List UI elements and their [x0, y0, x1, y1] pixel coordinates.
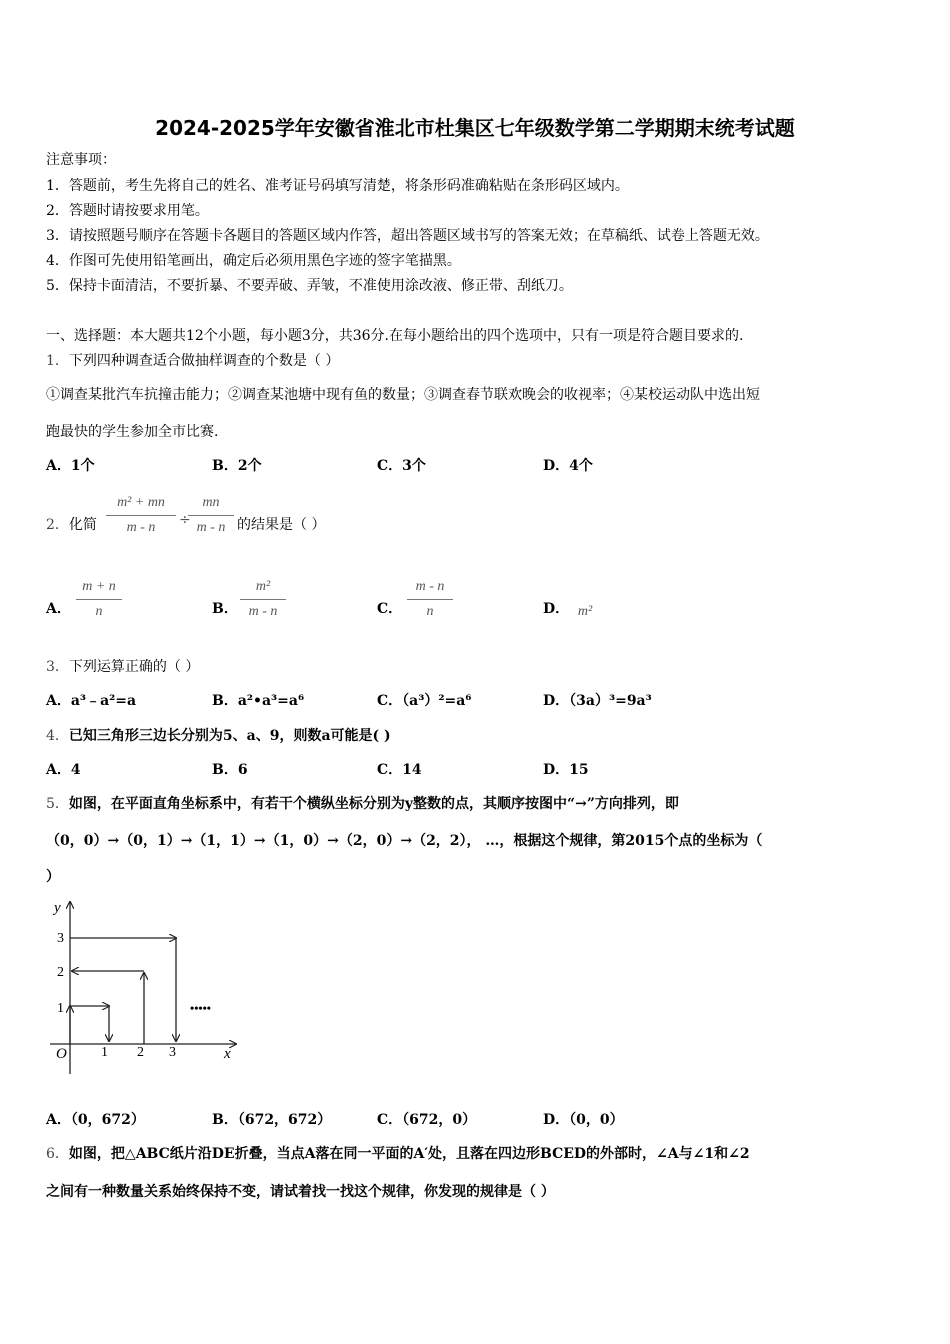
- fraction-1: [106, 493, 176, 538]
- question-stem: 如图，在平面直角坐标系中，有若干个横纵坐标分别为y整数的点，其顺序按图中“→”方向排列，即: [68, 796, 679, 812]
- question-5: [46, 794, 679, 814]
- option-c: C．3个: [377, 458, 426, 474]
- option-d: D．（3a）³=9a³: [543, 693, 652, 709]
- option-b-fraction: [240, 577, 286, 622]
- x-tick: 1: [101, 1045, 108, 1060]
- x-axis-label: x: [224, 1046, 231, 1062]
- notice-item: 4．作图可先使用铅笔画出，确定后必须用黑色字迹的签字笔描黑。: [46, 253, 461, 269]
- notice-heading: 注意事项：: [46, 152, 116, 168]
- question-prefix: 化简: [68, 517, 97, 533]
- option-c: C．（a³）²=a⁶: [377, 693, 472, 709]
- y-tick: 3: [57, 931, 64, 946]
- option-a: A．a³﹣a²=a: [46, 693, 137, 709]
- x-tick: 3: [169, 1045, 176, 1060]
- option-b-label: B．: [212, 601, 238, 617]
- question-number: 4．: [46, 728, 69, 744]
- question-stem: 下列四种调查适合做抽样调查的个数是（ ）: [68, 353, 340, 369]
- fraction-2: [188, 493, 234, 538]
- option-c: C．（672，0）: [377, 1112, 477, 1128]
- question-5-close: ）: [46, 869, 60, 885]
- question-suffix: 的结果是（ ）: [237, 517, 326, 533]
- option-d-value: [570, 602, 600, 622]
- question-1-detail: ①调查某批汽车抗撞击能力；②调查某池塘中现有鱼的数量；③调查春节联欢晚会的收视率；④某校运动队中选出短: [46, 387, 760, 403]
- option-b: B．（672，672）: [212, 1112, 332, 1128]
- question-6: [46, 1144, 750, 1164]
- question-5-sequence: （0，0）→（0，1）→（1，1）→（1，0）→（2，0）→（2，2）， …，根据这个规律，第2015个点的坐标为（: [46, 833, 763, 849]
- question-6-cont: 之间有一种数量关系始终保持不变，请试着找一找这个规律，你发现的规律是（ ）: [46, 1184, 555, 1200]
- option-a: A．4: [46, 762, 81, 778]
- option-d: D．4个: [543, 458, 593, 474]
- fraction-denominator: n: [426, 604, 434, 619]
- question-1: [46, 351, 339, 371]
- fraction-numerator: m²: [255, 579, 271, 594]
- x-tick: 2: [137, 1045, 144, 1060]
- coordinate-figure: [44, 896, 244, 1080]
- question-number: 1．: [46, 353, 69, 369]
- notice-item: 2．答题时请按要求用笔。: [46, 203, 209, 219]
- question-stem: 下列运算正确的（ ）: [68, 659, 200, 675]
- option-d-expression: m²: [577, 604, 593, 619]
- fraction-numerator: mn: [202, 495, 220, 510]
- divide-sign: ÷: [179, 512, 191, 528]
- option-b: B．2个: [212, 458, 262, 474]
- question-stem: 如图，把△ABC纸片沿DE折叠，当点A落在同一平面的A′处，且落在四边形BCED的外部时，∠A与∠1和∠2: [68, 1146, 750, 1162]
- y-tick: 2: [57, 965, 64, 980]
- option-c: C．14: [377, 762, 422, 778]
- option-a: A．1个: [46, 458, 95, 474]
- option-c-fraction: [407, 577, 453, 622]
- fraction-numerator: m + n: [82, 579, 116, 594]
- question-4: [46, 726, 391, 746]
- fraction-denominator: m - n: [196, 520, 226, 535]
- page-title: 2024-2025学年安徽省淮北市杜集区七年级数学第二学期期末统考试题: [155, 116, 795, 140]
- section-heading: 一、选择题：本大题共12个小题，每小题3分，共36分.在每小题给出的四个选项中，只有一项是符合题目要求的.: [46, 328, 744, 344]
- origin-label: O: [56, 1046, 67, 1062]
- continuation-dots: •••••: [190, 1001, 212, 1015]
- question-stem: 已知三角形三边长分别为5、a、9，则数a可能是( ): [68, 728, 391, 744]
- fraction-denominator: m - n: [248, 604, 278, 619]
- fraction-numerator: m² + mn: [117, 495, 165, 510]
- option-b: B．6: [212, 762, 248, 778]
- y-axis-label: y: [54, 900, 61, 916]
- question-2: [46, 515, 97, 535]
- fraction-numerator: m - n: [415, 579, 445, 594]
- option-a: A．（0，672）: [46, 1112, 145, 1128]
- option-d: D．（0，0）: [543, 1112, 624, 1128]
- option-d-label: D．: [543, 601, 570, 617]
- option-b: B．a²•a³=a⁶: [212, 693, 305, 709]
- question-number: 2．: [46, 517, 69, 533]
- question-number: 3．: [46, 659, 69, 675]
- option-d: D．15: [543, 762, 589, 778]
- y-tick: 1: [57, 1001, 64, 1016]
- notice-item: 1．答题前，考生先将自己的姓名、准考证号码填写清楚，将条形码准确粘贴在条形码区域内。: [46, 178, 629, 194]
- question-3: [46, 657, 199, 677]
- fraction-denominator: n: [95, 604, 103, 619]
- option-a-fraction: [76, 577, 122, 622]
- question-1-detail-cont: 跑最快的学生参加全市比赛.: [46, 424, 219, 440]
- notice-item: 3．请按照题号顺序在答题卡各题目的答题区域内作答，超出答题区域书写的答案无效；在草稿纸、试卷上答题无效。: [46, 228, 769, 244]
- question-number: 5．: [46, 796, 69, 812]
- question-number: 6．: [46, 1146, 69, 1162]
- option-a-label: A．: [46, 601, 71, 617]
- option-c-label: C．: [377, 601, 403, 617]
- fraction-denominator: m - n: [126, 520, 156, 535]
- notice-item: 5．保持卡面清洁，不要折暴、不要弄破、弄皱，不准使用涂改液、修正带、刮纸刀。: [46, 278, 573, 294]
